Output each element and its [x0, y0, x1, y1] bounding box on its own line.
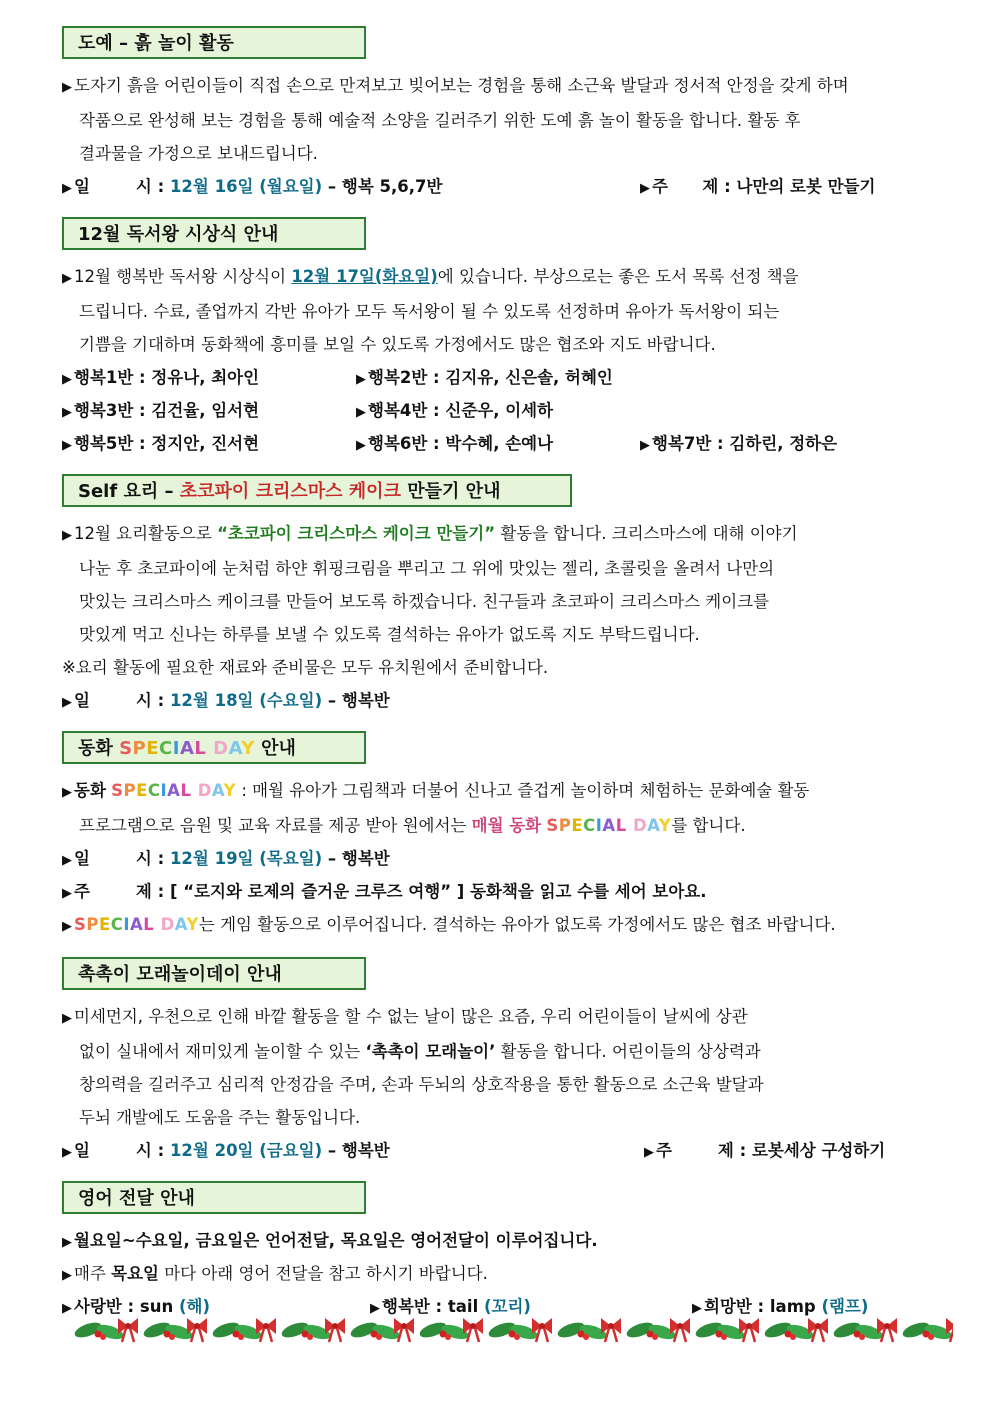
date-value: 12월 20일 (금요일)	[169, 1141, 323, 1160]
section-sand-play	[62, 957, 932, 1167]
newsletter-page	[62, 26, 932, 1337]
theme-line	[62, 875, 932, 908]
section-title: 12월 독서왕 시상식 안내	[62, 217, 366, 250]
english-info-line	[62, 1257, 932, 1290]
arrow-icon: ▶	[640, 438, 650, 453]
body-text: 미세먼지, 우천으로 인해 바깥 활동을 할 수 없는 날이 많은 요즘, 우리 어린이들이 날씨에 상관	[74, 1007, 748, 1026]
arrow-icon: ▶	[62, 1011, 72, 1026]
winners-row	[62, 394, 932, 427]
title-part: 안내	[261, 738, 296, 759]
date-value: 12월 16일 (월요일)	[169, 177, 323, 196]
body-text: 기쁨을 기대하며 동화책에 흥미를 보일 수 있도록 가정에서도 많은 협조와 지도 바랍니다.	[79, 335, 716, 354]
date-class: – 행복 5,6,7반	[327, 177, 443, 196]
section-body	[62, 1000, 932, 1134]
body-text: 월요일~수요일, 금요일은 언어전달, 목요일은 영어전달이 이루어집니다.	[74, 1231, 598, 1250]
body-text: 마다 아래 영어 전달을 참고 하시기 바랍니다.	[164, 1264, 488, 1283]
section-reading-award	[62, 217, 932, 460]
section-title: 촉촉이 모래놀이데이 안내	[62, 957, 366, 990]
body-text: 도자기 흙을 어린이들이 직접 손으로 만져보고 빚어보는 경험을 통해 소근육 발달과 정서적 안정을 갖게 하며	[74, 76, 849, 95]
arrow-icon: ▶	[62, 785, 72, 800]
body-text: 두뇌 개발에도 도움을 주는 활동입니다.	[79, 1108, 361, 1127]
section-cooking	[62, 474, 932, 717]
winner-entry: 행복2반 : 김지유, 신은솔, 허혜인	[368, 368, 613, 387]
date-label: 일 시 :	[74, 1141, 165, 1160]
section-body	[62, 69, 932, 170]
theme-value: 로봇세상 구성하기	[751, 1141, 886, 1160]
date-value: 12월 18일 (수요일)	[169, 691, 323, 710]
arrow-icon: ▶	[62, 1235, 72, 1250]
english-word: 사랑반 : sun	[74, 1297, 174, 1316]
winners-row	[62, 427, 932, 460]
arrow-icon: ▶	[370, 1301, 380, 1316]
section-storybook-day	[62, 731, 932, 943]
sand-play-highlight: ‘촉촉이 모래놀이’	[365, 1042, 496, 1061]
schedule-line	[62, 1134, 932, 1167]
section-body	[62, 517, 932, 684]
winner-entry: 행복7반 : 김하린, 정하은	[652, 434, 838, 453]
date-value: 12월 19일 (목요일)	[169, 849, 323, 868]
body-text: 프로그램으로 음원 및 교육 자료를 제공 받아 원에서는	[79, 816, 467, 835]
date-label: 일 시 :	[74, 849, 165, 868]
body-text: 에 있습니다. 부상으로는 좋은 도서 목록 선정 책을	[437, 267, 799, 286]
section-title: 도예 – 흙 놀이 활동	[62, 26, 366, 59]
arrow-icon: ▶	[62, 886, 72, 901]
arrow-icon: ▶	[62, 919, 72, 934]
arrow-icon: ▶	[62, 438, 72, 453]
special-day-logo: SPECIAL DAY	[111, 781, 237, 800]
special-day-logo: SPECIAL DAY	[546, 816, 672, 835]
section-pottery	[62, 26, 932, 203]
arrow-icon: ▶	[62, 1268, 72, 1283]
english-word: 행복반 : tail	[382, 1297, 479, 1316]
body-text: 매주	[74, 1264, 106, 1283]
cooking-highlight: “초코파이 크리스마스 케이크 만들기”	[217, 524, 496, 543]
body-text: 없이 실내에서 재미있게 놀이할 수 있는	[79, 1042, 361, 1061]
date-class: – 행복반	[327, 849, 390, 868]
english-word: 희망반 : lamp	[704, 1297, 816, 1316]
special-day-logo: SPECIAL DAY	[74, 915, 199, 934]
body-text: 드립니다. 수료, 졸업까지 각반 유아가 모두 독서왕이 될 수 있도록 선정하며 유아가 독서왕이 되는	[79, 302, 780, 321]
theme-label: 주 제 :	[652, 177, 731, 196]
title-part: 동화	[78, 738, 113, 759]
body-text: 결과물을 가정으로 보내드립니다.	[79, 144, 318, 163]
theme-label: 주 제 :	[656, 1141, 747, 1160]
arrow-icon: ▶	[356, 438, 366, 453]
korean-meaning: (해)	[178, 1297, 210, 1316]
body-text: 작품으로 완성해 보는 경험을 통해 예술적 소양을 길러주기 위한 도예 흙 놀이 활동을 합니다. 활동 후	[79, 111, 801, 130]
date-label: 일 시 :	[74, 691, 165, 710]
body-text: : 매월 유아가 그림책과 더불어 신나고 즐겁게 놀이하며 체험하는 문화예술 활동	[241, 781, 810, 800]
title-part: Self 요리 –	[78, 481, 174, 502]
schedule-line	[62, 842, 932, 875]
body-text: 맛있는 크리스마스 케이크를 만들어 보도록 하겠습니다. 친구들과 초코파이 크리스마스 케이크를	[79, 592, 770, 611]
winner-entry: 행복6반 : 박수혜, 손예나	[368, 434, 554, 453]
arrow-icon: ▶	[62, 372, 72, 387]
thursday-highlight: 목요일	[111, 1264, 159, 1283]
body-text: 나눈 후 초코파이에 눈처럼 하얀 휘핑크림을 뿌리고 그 위에 맛있는 젤리, 초콜릿을 올려서 나만의	[79, 559, 775, 578]
winner-entry: 행복5반 : 정지안, 진서현	[74, 434, 260, 453]
schedule-line	[62, 684, 932, 717]
body-text: 12월 행복반 독서왕 시상식이	[74, 267, 287, 286]
arrow-icon: ▶	[62, 1301, 72, 1316]
body-text: 활동을 합니다. 크리스마스에 대해 이야기	[500, 524, 798, 543]
section-title	[62, 474, 572, 507]
section-title: 영어 전달 안내	[62, 1181, 366, 1214]
theme-value: 나만의 로봇 만들기	[736, 177, 876, 196]
award-date: 12월 17일(화요일)	[291, 267, 438, 286]
arrow-icon: ▶	[62, 181, 72, 196]
winner-entry: 행복4반 : 신준우, 이세하	[368, 401, 554, 420]
schedule-line	[62, 170, 932, 203]
arrow-icon: ▶	[356, 405, 366, 420]
special-day-logo: SPECIAL DAY	[119, 738, 255, 759]
korean-meaning: (램프)	[821, 1297, 869, 1316]
winners-row	[62, 361, 932, 394]
arrow-icon: ▶	[640, 181, 650, 196]
section-body	[62, 908, 932, 943]
date-class: – 행복반	[327, 1141, 390, 1160]
arrow-icon: ▶	[644, 1145, 654, 1160]
title-part: 만들기 안내	[407, 481, 501, 502]
arrow-icon: ▶	[62, 80, 72, 95]
monthly-highlight: 매월 동화	[471, 816, 542, 835]
body-text: 12월 요리활동으로	[74, 524, 212, 543]
title-highlight: 초코파이 크리스마스 케이크	[179, 481, 401, 502]
arrow-icon: ▶	[62, 405, 72, 420]
section-body	[62, 774, 932, 842]
winner-entry: 행복3반 : 김건율, 임서현	[74, 401, 260, 420]
arrow-icon: ▶	[356, 372, 366, 387]
body-text: 동화	[74, 781, 106, 800]
arrow-icon: ▶	[62, 853, 72, 868]
body-text: 창의력을 길러주고 심리적 안정감을 주며, 손과 두뇌의 상호작용을 통한 활동으로 소근육 발달과	[79, 1075, 764, 1094]
arrow-icon: ▶	[62, 1145, 72, 1160]
arrow-icon: ▶	[62, 528, 72, 543]
christmas-garland	[58, 1310, 953, 1346]
theme-label: 주 제 :	[74, 882, 165, 901]
arrow-icon: ▶	[692, 1301, 702, 1316]
body-text: 는 게임 활동으로 이루어집니다. 결석하는 유아가 없도록 가정에서도 많은 협조 바랍니다.	[198, 915, 836, 934]
section-body	[62, 260, 932, 361]
korean-meaning: (꼬리)	[484, 1297, 531, 1316]
english-info-line	[62, 1224, 932, 1257]
section-english	[62, 1181, 932, 1323]
arrow-icon: ▶	[62, 271, 72, 286]
body-text: 활동을 합니다. 어린이들의 상상력과	[500, 1042, 761, 1061]
note-text: ※요리 활동에 필요한 재료와 준비물은 모두 유치원에서 준비합니다.	[62, 658, 549, 677]
date-label: 일 시 :	[74, 177, 165, 196]
date-class: – 행복반	[327, 691, 390, 710]
winner-entry: 행복1반 : 정유나, 최아인	[74, 368, 260, 387]
body-text: 맛있게 먹고 신나는 하루를 보낼 수 있도록 결석하는 유아가 없도록 지도 부탁드립니다.	[79, 625, 700, 644]
arrow-icon: ▶	[62, 695, 72, 710]
theme-value: [ “로지와 로제의 즐거운 크루즈 여행” ] 동화책을 읽고 수를 세어 보아요.	[169, 882, 707, 901]
body-text: 를 합니다.	[671, 816, 746, 835]
section-title	[62, 731, 366, 764]
